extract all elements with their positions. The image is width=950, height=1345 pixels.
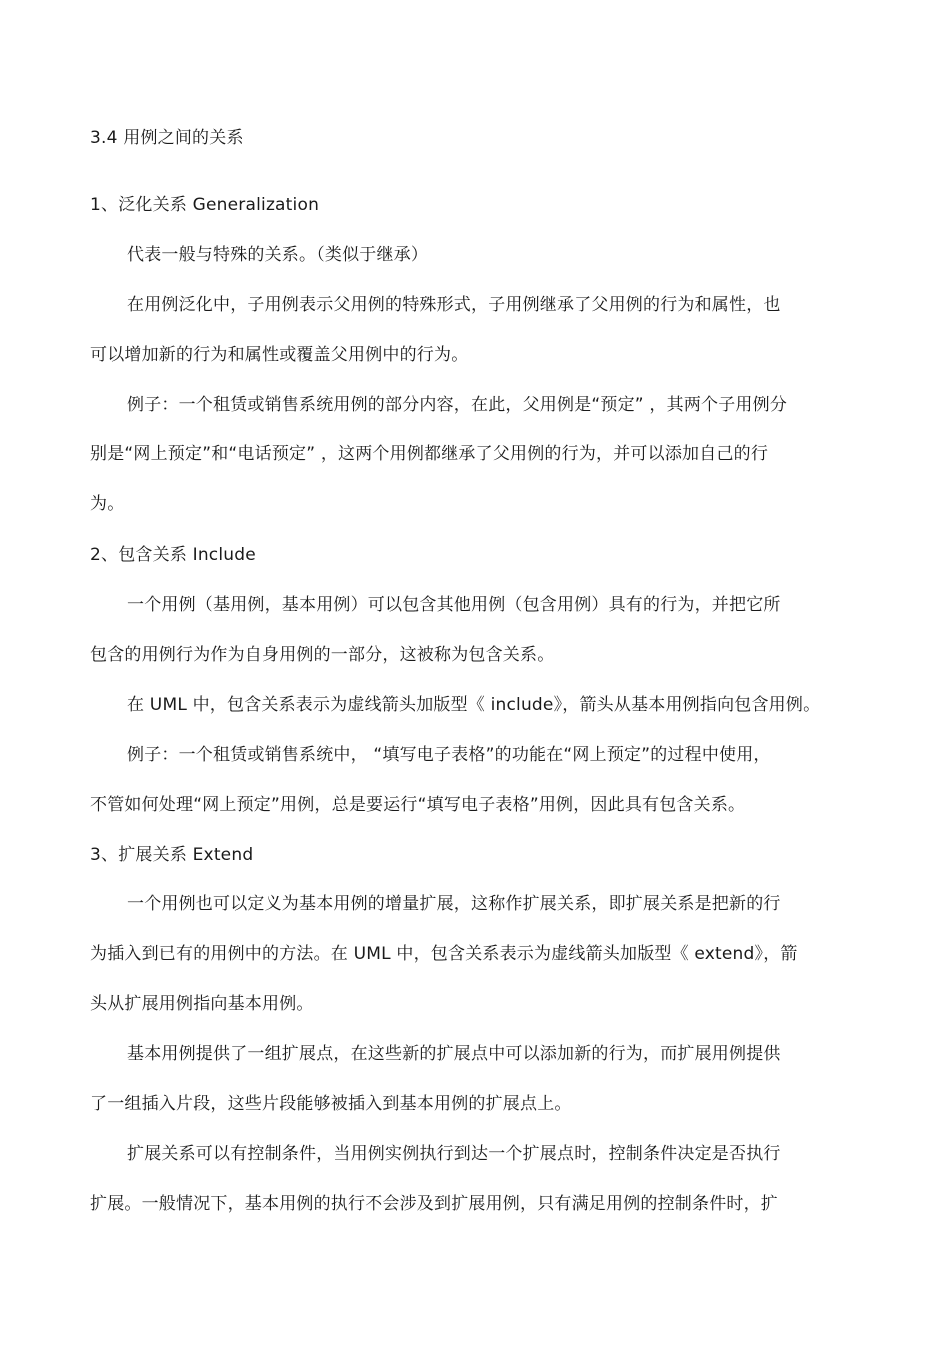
paragraph-line: 扩展关系可以有控制条件，当用例实例执行到达一个扩展点时，控制条件决定是否执行: [127, 1144, 781, 1164]
paragraph-line: 可以增加新的行为和属性或覆盖父用例中的行为。: [90, 345, 469, 365]
paragraph-line: 了一组插入片段，这些片段能够被插入到基本用例的扩展点上。: [90, 1094, 572, 1114]
heading-extend: 3、扩展关系 Extend: [90, 845, 254, 865]
paragraph-line: 别是“网上预定”和“电话预定” ，这两个用例都继承了父用例的行为，并可以添加自己的行: [90, 444, 769, 464]
paragraph-line: 例子：一个租赁或销售系统中， “填写电子表格”的功能在“网上预定”的过程中使用，: [127, 745, 771, 765]
paragraph-line: 一个用例也可以定义为基本用例的增量扩展，这称作扩展关系，即扩展关系是把新的行: [127, 894, 781, 914]
paragraph-line: 为插入到已有的用例中的方法。在 UML 中，包含关系表示为虚线箭头加版型《 extend》，箭: [90, 944, 798, 964]
heading-include: 2、包含关系 Include: [90, 545, 256, 565]
paragraph-line: 在 UML 中，包含关系表示为虚线箭头加版型《 include》，箭头从基本用例指向包含用例。: [127, 695, 821, 715]
paragraph-line: 例子：一个租赁或销售系统用例的部分内容，在此，父用例是“预定” ，其两个子用例分: [127, 395, 788, 415]
paragraph-line: 包含的用例行为作为自身用例的一部分，这被称为包含关系。: [90, 645, 555, 665]
paragraph-line: 基本用例提供了一组扩展点，在这些新的扩展点中可以添加新的行为，而扩展用例提供: [127, 1044, 781, 1064]
paragraph-line: 在用例泛化中，子用例表示父用例的特殊形式，子用例继承了父用例的行为和属性，也: [127, 295, 781, 315]
paragraph-line: 扩展。一般情况下，基本用例的执行不会涉及到扩展用例，只有满足用例的控制条件时，扩: [90, 1194, 778, 1214]
paragraph-line: 不管如何处理“网上预定”用例，总是要运行“填写电子表格”用例，因此具有包含关系。: [90, 795, 746, 815]
paragraph-line: 为。: [90, 494, 125, 514]
heading-generalization: 1、泛化关系 Generalization: [90, 195, 320, 215]
paragraph-line: 头从扩展用例指向基本用例。: [90, 994, 314, 1014]
section-title: 3.4 用例之间的关系: [90, 128, 244, 148]
paragraph-line: 代表一般与特殊的关系。（类似于继承）: [127, 245, 429, 265]
paragraph-line: 一个用例（基用例，基本用例）可以包含其他用例（包含用例）具有的行为，并把它所: [127, 595, 781, 615]
